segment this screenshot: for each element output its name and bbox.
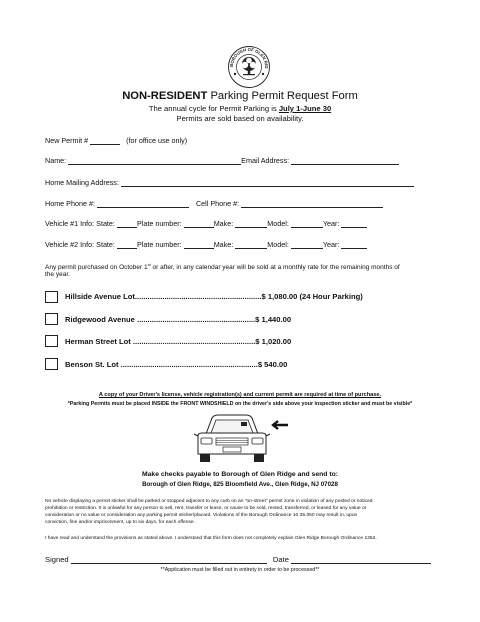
vehicle2-plate-label: Plate number:	[136, 240, 182, 249]
signature-row	[45, 555, 431, 564]
notice-sup: st	[147, 262, 151, 267]
name-row	[45, 156, 399, 165]
vehicle1-row	[45, 219, 367, 228]
cell-phone-field[interactable]	[241, 200, 383, 208]
email-label: Email Address:	[241, 156, 290, 165]
payment-line1: Make checks payable to Borough of Glen Ridge and send to:	[141, 471, 338, 478]
borough-seal-logo	[226, 44, 272, 90]
vehicle2-model-field[interactable]	[291, 241, 323, 249]
seal-arc-text: BOROUGH OF GLEN RID	[228, 46, 270, 69]
legal-line2: prohibition or restriction. It is unlawful for any person to sell, rent, transfer or lease, or cause to be sold, rented, transferred, or leased for any value or	[45, 506, 367, 511]
office-use-note: (for office use only)	[126, 136, 188, 145]
date-label: Date	[272, 555, 289, 564]
ridgewood-permit-label: Ridgewood Avenue ........................................................$ 1,440.00	[65, 315, 292, 324]
vehicle1-label: Vehicle #1 Info: State:	[45, 219, 115, 228]
cycle-prefix: The annual cycle for Permit Parking is	[148, 104, 279, 113]
cycle-value: July 1-June 30	[278, 104, 332, 113]
name-label: Name:	[45, 156, 67, 165]
signed-label: Signed	[45, 555, 69, 564]
vehicle1-plate-label: Plate number:	[136, 219, 182, 228]
new-permit-label: New Permit #	[45, 136, 89, 145]
footnote: **Application must be filled out in entirety in order to be processed**	[160, 567, 320, 573]
vehicle1-state-field[interactable]	[117, 220, 137, 228]
october-notice	[45, 262, 400, 271]
hillside-permit-label: Hillside Avenue Lot............................................................$ 1,080.00 (24 Hour Parking)	[65, 292, 363, 301]
mailing-address-row	[45, 178, 414, 187]
new-permit-row	[45, 136, 187, 145]
vehicle2-plate-field[interactable]	[184, 241, 214, 249]
vehicle1-plate-field[interactable]	[184, 220, 214, 228]
benson-checkbox[interactable]	[45, 358, 58, 370]
vehicle1-model-field[interactable]	[291, 220, 323, 228]
cell-phone-label: Cell Phone #:	[195, 199, 240, 208]
vehicle2-label: Vehicle #2 Info: State:	[45, 240, 115, 249]
vehicle1-make-label: Make:	[213, 219, 234, 228]
legal-line4: conviction, fine and/or imprisonment, up to six days, for each offense.	[45, 520, 195, 525]
vehicle1-year-field[interactable]	[341, 220, 367, 228]
legal-line1: No vehicle displaying a permit sticker shall be parked or stopped adjacent to any curb on an "on-street" permit zone in violation of any posted or noticed	[45, 499, 373, 504]
notice-line1-b: or after, in any calendar year will be sold at a monthly rate for the remaining months of	[150, 264, 400, 272]
notice-line2: the year.	[45, 271, 70, 278]
vehicle2-year-label: Year:	[322, 240, 340, 249]
signature-field[interactable]	[71, 556, 267, 564]
requirements-line2: *Parking Permits must be placed INSIDE the FRONT WINDSHIELD on the driver's side above your inspection sticker and must be visible*	[67, 401, 413, 407]
acknowledgement-text: I have read and understand the provisions as stated above. I understand that this form does not completely explain Glen Ridge Borough Ordinance 1352.	[45, 536, 377, 541]
hillside-checkbox[interactable]	[45, 291, 58, 303]
form-title	[0, 90, 480, 102]
herman-checkbox[interactable]	[45, 335, 58, 347]
vehicle1-year-label: Year:	[322, 219, 340, 228]
home-phone-field[interactable]	[97, 200, 189, 208]
mailing-address-field[interactable]	[121, 179, 414, 187]
date-field[interactable]	[291, 556, 431, 564]
vehicle2-state-field[interactable]	[117, 241, 137, 249]
vehicle2-make-field[interactable]	[235, 241, 267, 249]
vehicle1-make-field[interactable]	[235, 220, 267, 228]
car-windshield-illustration	[192, 412, 292, 468]
vehicle1-model-label: Model:	[267, 219, 289, 228]
title-rest: Parking Permit Request Form	[207, 90, 358, 102]
email-field[interactable]	[291, 157, 399, 165]
herman-permit-label: Herman Street Lot ..........................................................$ 1,020.00	[65, 337, 292, 346]
benson-permit-label: Benson St. Lot .................................................................$ 540.00	[65, 360, 288, 369]
mailing-address-label: Home Mailing Address:	[45, 178, 119, 187]
requirements-line1: A copy of your Driver's license, vehicle registration(s) and current permit are required at time of purchase.	[98, 392, 382, 398]
home-phone-label: Home Phone #:	[45, 199, 95, 208]
phone-row	[45, 199, 383, 208]
annual-cycle-text	[0, 104, 480, 113]
name-field[interactable]	[68, 157, 241, 165]
vehicle2-make-label: Make:	[213, 240, 234, 249]
legal-line3: consideration or no value or consideration any parking permit sticker/placard. Violations of the Borough Ordinance 10.35.050 may result in, upon	[45, 513, 358, 518]
vehicle2-row	[45, 240, 367, 249]
vehicle2-model-label: Model:	[267, 240, 289, 249]
title-bold: NON-RESIDENT	[122, 90, 208, 102]
notice-line1-a: Any permit purchased on October 1	[45, 264, 148, 272]
availability-text: Permits are sold based on availability.	[176, 114, 304, 123]
new-permit-field[interactable]	[90, 137, 120, 145]
vehicle2-year-field[interactable]	[341, 241, 367, 249]
payment-line2: Borough of Glen Ridge, 825 Bloomfield Ave., Glen Ridge, NJ 07028	[142, 481, 338, 488]
ridgewood-checkbox[interactable]	[45, 313, 58, 325]
